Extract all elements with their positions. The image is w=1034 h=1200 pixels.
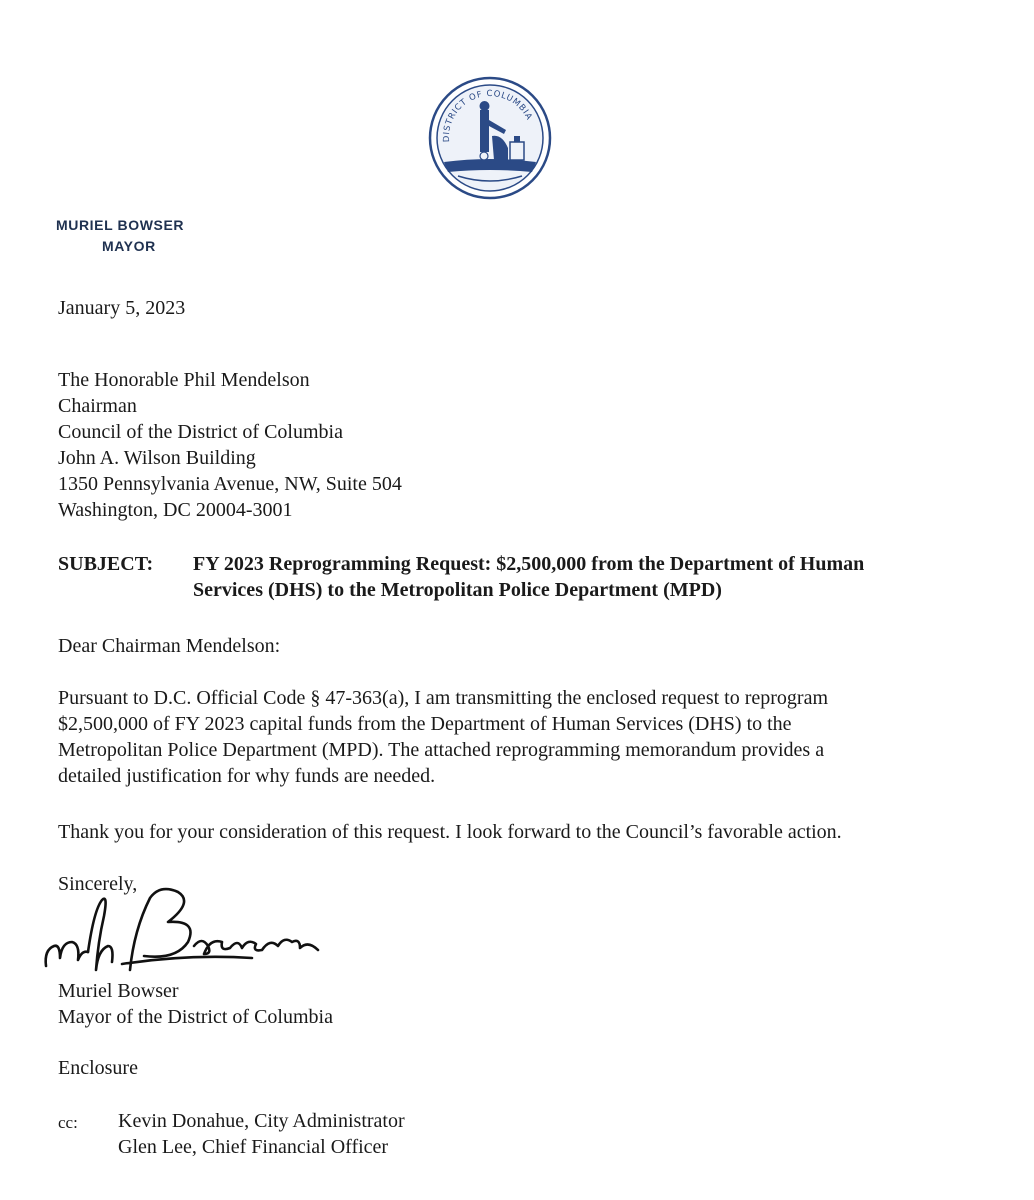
recipient-address bbox=[58, 367, 402, 523]
recipient-line: Council of the District of Columbia bbox=[58, 421, 343, 443]
subject-text bbox=[193, 551, 864, 603]
letter-date: January 5, 2023 bbox=[58, 297, 186, 319]
subject-label: SUBJECT: bbox=[58, 553, 154, 575]
enclosure-note: Enclosure bbox=[58, 1057, 138, 1079]
body-line: $2,500,000 of FY 2023 capital funds from the Department of Human Services (DHS) to the bbox=[58, 713, 792, 735]
cc-recipient: Kevin Donahue, City Administrator bbox=[118, 1110, 405, 1132]
handwritten-signature bbox=[38, 880, 328, 990]
subject-line: Services (DHS) to the Metropolitan Police Department (MPD) bbox=[193, 579, 722, 601]
body-line: Pursuant to D.C. Official Code § 47-363(a), I am transmitting the enclosed request to reprogram bbox=[58, 687, 828, 709]
letterhead-title: MAYOR bbox=[102, 238, 156, 254]
recipient-line: 1350 Pennsylvania Avenue, NW, Suite 504 bbox=[58, 473, 402, 495]
thanks-paragraph: Thank you for your consideration of this request. I look forward to the Council’s favorable action. bbox=[58, 821, 842, 843]
recipient-line: The Honorable Phil Mendelson bbox=[58, 369, 310, 391]
cc-recipient: Glen Lee, Chief Financial Officer bbox=[118, 1136, 389, 1158]
body-paragraph bbox=[58, 685, 828, 789]
signer-title: Mayor of the District of Columbia bbox=[58, 1006, 333, 1028]
recipient-line: Chairman bbox=[58, 395, 137, 417]
body-line: Metropolitan Police Department (MPD). The attached reprogramming memorandum provides a bbox=[58, 739, 825, 761]
letterhead bbox=[56, 215, 216, 257]
recipient-line: John A. Wilson Building bbox=[58, 447, 256, 469]
letterhead-name: MURIEL BOWSER bbox=[56, 217, 185, 233]
body-line: detailed justification for why funds are needed. bbox=[58, 765, 436, 787]
cc-list bbox=[118, 1108, 405, 1160]
salutation: Dear Chairman Mendelson: bbox=[58, 635, 281, 657]
signer-name: Muriel Bowser bbox=[58, 980, 179, 1002]
closing: Sincerely, bbox=[58, 873, 138, 895]
recipient-line: Washington, DC 20004-3001 bbox=[58, 499, 293, 521]
cc-label: cc: bbox=[58, 1113, 78, 1132]
district-of-columbia-seal bbox=[428, 76, 552, 200]
svg-text:DISTRICT OF COLUMBIA: DISTRICT OF COLUMBIA bbox=[441, 88, 534, 143]
subject-line: FY 2023 Reprogramming Request: $2,500,000 from the Department of Human bbox=[193, 553, 865, 575]
